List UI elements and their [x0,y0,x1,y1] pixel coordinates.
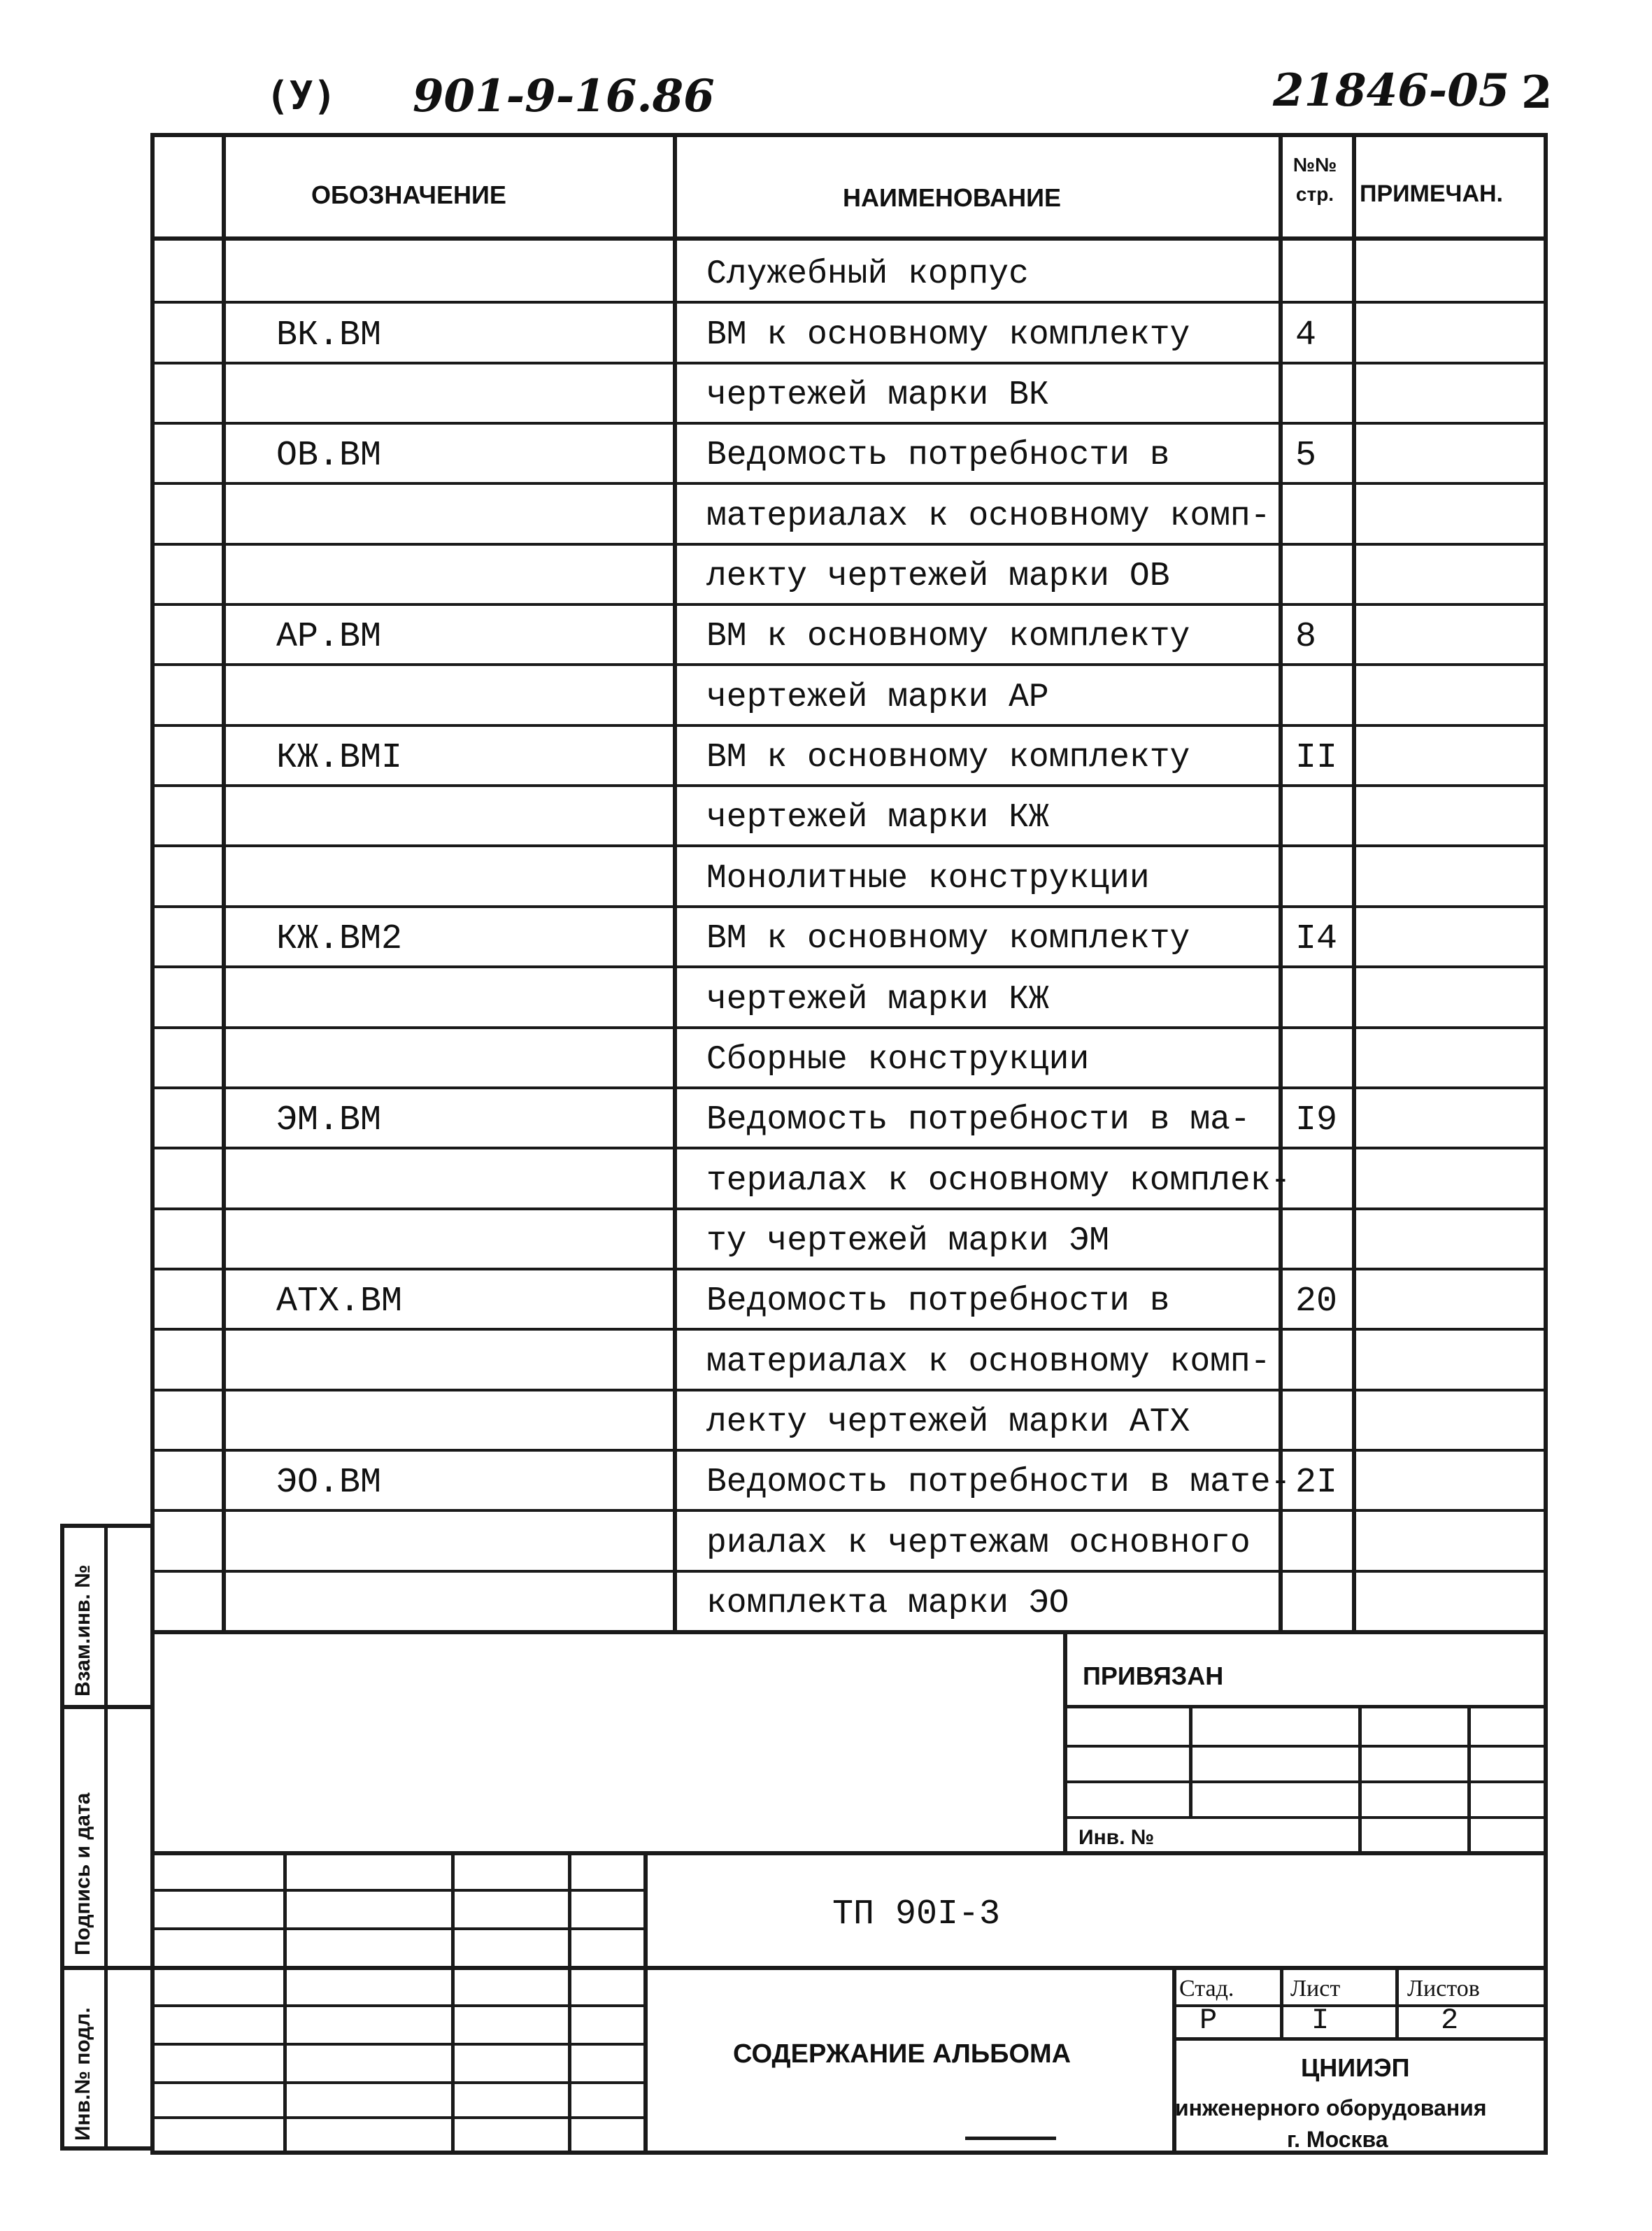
row-name: лекту чертежей марки ОВ [706,558,1170,595]
row-name: лекту чертежей марки АТХ [706,1403,1190,1441]
row-name: ВМ к основному комплекту [706,739,1190,777]
row-page: 5 [1295,436,1317,476]
row-designation: АР.ВМ [276,617,382,657]
row-name: риалах к чертежам основного [706,1524,1251,1562]
row-name: комплекта марки ЭО [706,1585,1069,1622]
project-code: 901-9-16.86 [413,70,715,122]
row-name: Ведомость потребности в [706,1282,1170,1320]
stamp-doc-title: СОДЕРЖАНИЕ АЛЬБОМА [733,2039,1071,2069]
stamp-org-line2: инженерного оборудования [1175,2095,1487,2120]
stamp-sheet-value: I [1311,2004,1330,2037]
stamp-sheets-label: Листов [1407,1976,1480,2002]
stamp-stage-value: Р [1199,2004,1218,2037]
row-designation: ОВ.ВМ [276,436,382,476]
side-label-vzam: Взам.инв. № [71,1564,94,1697]
row-name: Ведомость потребности в ма- [706,1101,1251,1139]
stamp-sheets-value: 2 [1441,2004,1459,2037]
row-page: 20 [1295,1282,1338,1322]
column-header-note: ПРИМЕЧАН. [1360,180,1503,207]
stamp-stage-label: Стад. [1179,1976,1234,2002]
stamp-code: ТП 90I-3 [832,1894,1001,1934]
row-name: ВМ к основному комплекту [706,316,1190,354]
row-name: Ведомость потребности в мате- [706,1464,1291,1501]
row-name: чертежей марки КЖ [706,799,1049,837]
row-page: I4 [1295,919,1338,959]
row-name: ВМ к основному комплекту [706,618,1190,656]
row-designation: КЖ.ВМI [276,738,403,778]
row-name: материалах к основному комп- [706,497,1271,535]
header-prefix: (У) [266,73,337,119]
row-name: териалах к основному комплек- [706,1162,1291,1200]
page-number: 2 [1521,66,1553,119]
row-designation: КЖ.ВМ2 [276,919,403,959]
row-page: 8 [1295,617,1317,657]
row-name: чертежей марки АР [706,679,1049,716]
row-designation: ЭМ.ВМ [276,1100,382,1140]
stamp-sheet-label: Лист [1290,1976,1341,2002]
row-page: II [1295,738,1338,778]
row-page: 4 [1295,316,1317,355]
row-page: I9 [1295,1100,1338,1140]
stamp-org-city: г. Москва [1287,2127,1388,2152]
row-page: 2I [1295,1463,1338,1503]
archive-number: 21846-05 [1273,64,1510,117]
row-designation: ВК.ВМ [276,316,382,355]
column-header-name: НАИМЕНОВАНИЕ [843,183,1061,212]
row-name: ВМ к основному комплекту [706,920,1190,958]
row-designation: ЭО.ВМ [276,1463,382,1503]
row-name: чертежей марки КЖ [706,981,1049,1019]
binding-inv-label: Инв. № [1078,1826,1155,1849]
row-name: Сборные конструкции [706,1041,1090,1079]
stamp-org-name: ЦНИИЭП [1301,2053,1410,2082]
row-name: материалах к основному комп- [706,1343,1271,1381]
column-header-designation: ОБОЗНАЧЕНИЕ [311,180,506,209]
row-designation: АТХ.ВМ [276,1282,403,1322]
side-label-inv-podl: Инв.№ подл. [71,2007,94,2141]
row-name: Ведомость потребности в [706,437,1170,474]
side-label-podpis: Подпись и дата [71,1792,94,1955]
row-name: Монолитные конструкции [706,860,1150,898]
column-header-page: №№ стр. [1293,154,1337,205]
row-name: ту чертежей марки ЭМ [706,1222,1110,1260]
binding-title: ПРИВЯЗАН [1083,1662,1224,1690]
row-name: чертежей марки ВК [706,376,1049,414]
row-name: Служебный корпус [706,255,1029,293]
